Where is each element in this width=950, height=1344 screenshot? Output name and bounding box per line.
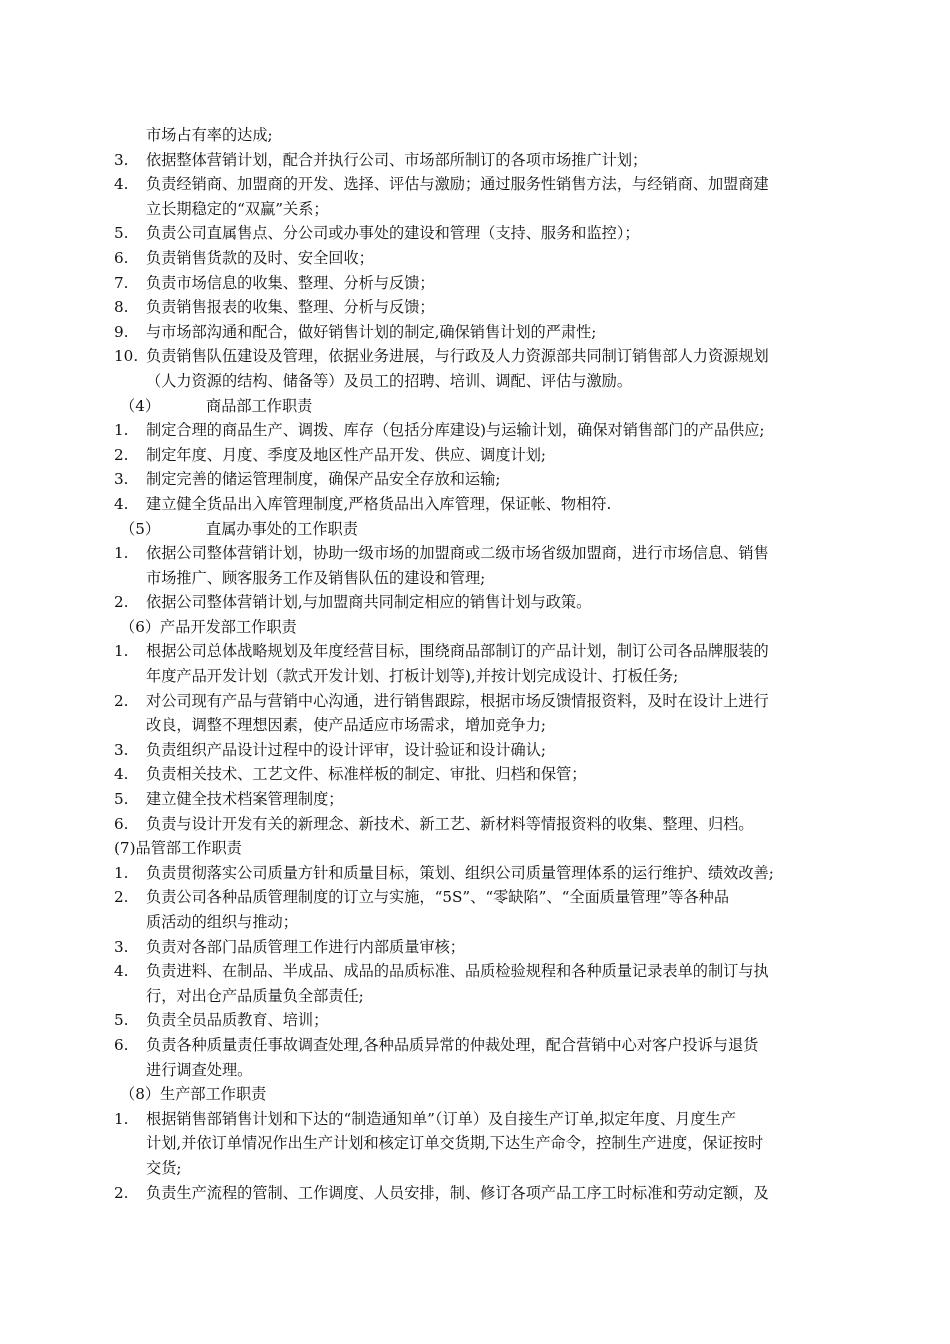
- list-item: [114, 861, 844, 886]
- list-item-continuation: 年度产品开发计划（款式开发计划、打板计划等),并按计划完成设计、打板任务;: [146, 667, 679, 686]
- list-item: [114, 590, 844, 615]
- list-item-number: 5.: [114, 224, 129, 243]
- section-heading: （8）生产部工作职责: [120, 1085, 267, 1104]
- list-item-text: 负责组织产品设计过程中的设计评审，设计验证和设计确认;: [146, 740, 546, 759]
- list-item: [114, 689, 844, 714]
- list-item: [114, 1033, 844, 1058]
- list-item: [114, 762, 844, 787]
- list-item-number: 1.: [114, 642, 129, 661]
- list-item-number: 2.: [114, 593, 129, 612]
- list-item-text: 依据公司整体营销计划，协助一级市场的加盟商或二级市场省级加盟商，进行市场信息、销售: [146, 544, 769, 563]
- list-item-continuation: 行，对出仓产品质量负全部责任;: [146, 986, 364, 1005]
- list-item-text: 制定年度、月度、季度及地区性产品开发、供应、调度计划;: [146, 445, 546, 464]
- list-item-continuation: 市场推广、顾客服务工作及销售队伍的建设和管理;: [146, 568, 486, 587]
- list-item-number: 4.: [114, 765, 129, 784]
- list-item-number: 6.: [114, 248, 129, 267]
- list-item-text: 对公司现有产品与营销中心沟通，进行销售跟踪，根据市场反馈情报资料，及时在设计上进行: [146, 691, 769, 710]
- list-item-text: 制定完善的储运管理制度，确保产品安全存放和运输;: [146, 470, 501, 489]
- list-item-continuation: 进行调查处理。: [146, 1060, 253, 1079]
- list-item-text: 负责对各部门品质管理工作进行内部质量审核；: [146, 937, 465, 956]
- list-item-continuation: 市场占有率的达成;: [146, 126, 273, 144]
- list-item: [114, 541, 844, 566]
- list-item: [114, 812, 844, 837]
- list-item-number: 2.: [114, 1183, 129, 1202]
- list-item-number: 9.: [114, 322, 129, 341]
- list-item-number: 3.: [114, 740, 129, 759]
- list-item-number: 4.: [114, 494, 129, 513]
- list-item-text: 依据公司整体营销计划,与加盟商共同制定相应的销售计划与政策。: [146, 593, 592, 612]
- list-item-text: 负责全员品质教育、培训；: [146, 1011, 329, 1030]
- list-item-continuation: 质活动的组织与推动；: [146, 913, 298, 931]
- section-heading: (7)品管部工作职责: [114, 839, 242, 858]
- list-item-text: 负责相关技术、工艺文件、标准样板的制定、审批、归档和保管；: [146, 765, 587, 784]
- list-item-text: 根据公司总体战略规划及年度经营目标，围绕商品部制订的产品计划，制订公司各品牌服装的: [146, 642, 769, 661]
- list-item-number: 4.: [114, 175, 129, 194]
- list-item: [114, 492, 844, 517]
- list-item-text: 与市场部沟通和配合，做好销售计划的制定,确保销售计划的严肃性;: [146, 322, 597, 341]
- list-item-number: 6.: [114, 1035, 129, 1054]
- list-item-number: 2.: [114, 445, 129, 464]
- list-item: [114, 1181, 844, 1206]
- list-item-continuation: 交货;: [146, 1158, 182, 1177]
- list-item: [114, 344, 844, 369]
- list-item: [114, 148, 844, 173]
- list-item-text: 依据整体营销计划，配合并执行公司、市场部所制订的各项市场推广计划；: [146, 150, 648, 169]
- list-item-number: 2.: [114, 691, 129, 710]
- list-item-number: 1.: [114, 421, 129, 440]
- list-item: [114, 738, 844, 763]
- list-item-number: 1.: [114, 544, 129, 563]
- list-item-continuation: （人力资源的结构、储备等）及员工的招聘、培训、调配、评估与激励。: [146, 371, 632, 390]
- list-item-text: 负责贯彻落实公司质量方针和质量目标，策划、组织公司质量管理体系的运行维护、绩效改善;: [146, 863, 774, 882]
- section-heading: （6）产品开发部工作职责: [120, 617, 297, 636]
- list-item-number: 3.: [114, 150, 129, 169]
- list-item-number: 8.: [114, 298, 129, 317]
- list-item-text: 负责与设计开发有关的新理念、新技术、新工艺、新材料等情报资料的收集、整理、归档。: [146, 814, 754, 833]
- list-item: [114, 1008, 844, 1033]
- list-item: [114, 320, 844, 345]
- list-item: [114, 959, 844, 984]
- list-item-number: 1.: [114, 863, 129, 882]
- list-item-text: 建立健全货品出入库管理制度,严格货品出入库管理，保证帐、物相符.: [146, 494, 612, 513]
- list-item-number: 1.: [114, 1109, 129, 1128]
- list-item-number: 4.: [114, 962, 129, 981]
- list-item: [114, 787, 844, 812]
- list-item-number: 2.: [114, 888, 129, 907]
- list-item-text: 负责公司直属售点、分公司或办事处的建设和管理（支持、服务和监控）；: [146, 224, 640, 243]
- list-item: [114, 443, 844, 468]
- list-item: [114, 639, 844, 664]
- list-item-continuation: 改良，调整不理想因素，使产品适应市场需求，增加竞争力;: [146, 716, 546, 735]
- list-item-number: 5.: [114, 790, 129, 809]
- list-item-continuation: 计划,并依订单情况作出生产计划和核定订单交货期,下达生产命令，控制生产进度，保证按时: [146, 1134, 764, 1153]
- list-item: [114, 221, 844, 246]
- list-item-text: 制定合理的商品生产、调拨、库存（包括分库建设)与运输计划，确保对销售部门的产品供应;: [146, 421, 765, 440]
- section-number: （4）: [120, 396, 161, 415]
- list-item-text: 建立健全技术档案管理制度；: [146, 790, 344, 809]
- list-item-text: 负责各种质量责任事故调查处理,各种品质异常的仲裁处理，配合营销中心对客户投诉与退货: [146, 1035, 759, 1054]
- list-item-text: 负责销售报表的收集、整理、分析与反馈；: [146, 298, 435, 317]
- list-item: [114, 295, 844, 320]
- list-item: [114, 935, 844, 960]
- section-title: 直属办事处的工作职责: [206, 519, 358, 538]
- list-item: [114, 418, 844, 443]
- list-item: [114, 1107, 844, 1132]
- list-item-text: 负责进料、在制品、半成品、成品的品质标准、品质检验规程和各种质量记录表单的制订与执: [146, 962, 769, 981]
- list-item-number: 3.: [114, 470, 129, 489]
- list-item: [114, 271, 844, 296]
- list-item-text: 负责生产流程的管制、工作调度、人员安排，制、修订各项产品工序工时标准和劳动定额，及: [146, 1183, 769, 1202]
- list-item: [114, 172, 844, 197]
- list-item-number: 6.: [114, 814, 129, 833]
- section-heading: [114, 394, 844, 419]
- list-item-text: 负责市场信息的收集、整理、分析与反馈；: [146, 273, 435, 292]
- list-item-text: 负责公司各种品质管理制度的订立与实施，“5S”、“零缺陷”、“全面质量管理”等各种品: [146, 888, 730, 907]
- document-body: [114, 123, 844, 1205]
- list-item: [114, 885, 844, 910]
- list-item-number: 5.: [114, 1011, 129, 1030]
- list-item-text: 负责销售货款的及时、安全回收；: [146, 248, 374, 267]
- section-number: （5）: [120, 519, 161, 538]
- section-heading: [114, 517, 844, 542]
- list-item: [114, 467, 844, 492]
- list-item-number: 10.: [114, 347, 139, 366]
- list-item-number: 7.: [114, 273, 129, 292]
- list-item-continuation: 立长期稳定的“双赢”关系；: [146, 199, 329, 218]
- list-item-text: 负责销售队伍建设及管理，依据业务进展，与行政及人力资源部共同制订销售部人力资源规划: [146, 347, 769, 366]
- list-item-number: 3.: [114, 937, 129, 956]
- list-item: [114, 246, 844, 271]
- list-item-text: 负责经销商、加盟商的开发、选择、评估与激励；通过服务性销售方法，与经销商、加盟商建: [146, 175, 769, 194]
- list-item-text: 根据销售部销售计划和下达的“制造通知单”（订单）及自接生产订单,拟定年度、月度生产: [146, 1109, 736, 1128]
- section-title: 商品部工作职责: [206, 396, 313, 415]
